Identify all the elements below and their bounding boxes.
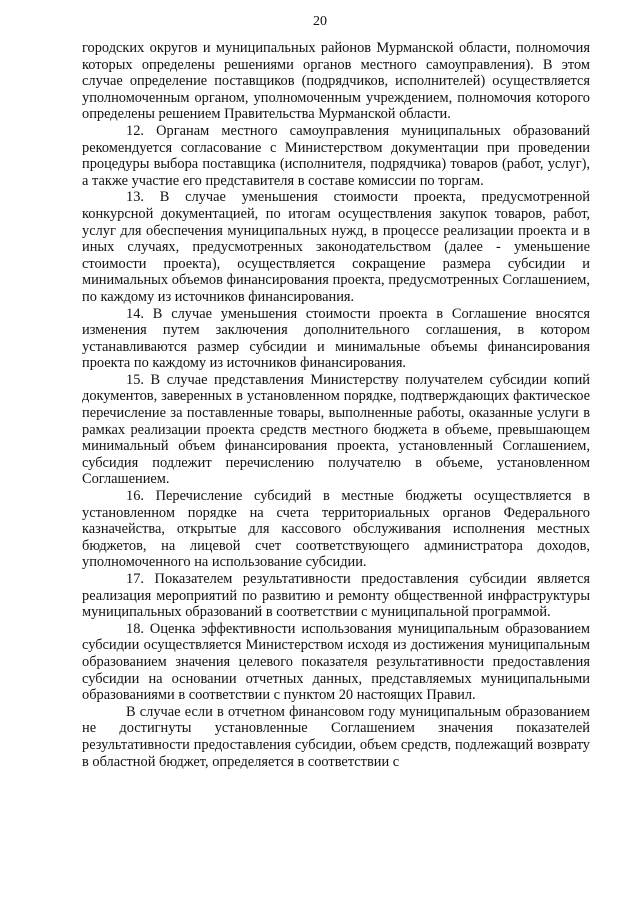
paragraph-13: 13. В случае уменьшения стоимости проекта, предусмотренной конкурсной документацией, по итогам осуществления закупок товаров, работ, услуг для обеспечения муниципальных нужд, в процессе реализации проекта и в иных случаях, предусмотренных законодательством (далее - уменьшение стоимости проекта), осуществляется сокращение размера субсидии и минимальных объемов финансирования проекта, предусмотренных Соглашением, по каждому из источников финансирования.: [82, 189, 590, 305]
page-number: 20: [313, 14, 327, 29]
paragraph-12: 12. Органам местного самоуправления муниципальных образований рекомендуется согласование с Министерством документации при проведении процедуры выбора поставщика (исполнителя, подрядчика) товаров (работ, услуг), а также участие его представителя в составе комиссии по торгам.: [82, 122, 590, 189]
document-body: [82, 40, 590, 770]
paragraph-17: 17. Показателем результативности предоставления субсидии является реализация мероприятий по развитию и ремонту общественной инфраструктуры муниципальных образований в соответствии с муниципальной программой.: [82, 571, 590, 621]
paragraph-continuation: городских округов и муниципальных районов Мурманской области, полномочия которых определены решениями органов местного самоуправления). В этом случае определение поставщиков (подрядчиков, исполнителей) осуществляется уполномоченным органом, уполномоченным учреждением, полномочия которого определены решением Правительства Мурманской области.: [82, 40, 590, 123]
paragraph-18: 18. Оценка эффективности использования муниципальным образованием субсидии осуществляется Министерством исходя из достижения муниципальным образованием значения целевого показателя результативности предоставления субсидии на основании отчетных данных, представляемых муниципальными образованиями в соответствии с пунктом 20 настоящих Правил.: [82, 620, 590, 704]
paragraph-14: 14. В случае уменьшения стоимости проекта в Соглашение вносятся изменения путем заключения дополнительного соглашения, в котором устанавливаются размер субсидии и минимальные объемы финансирования проекта по каждому из источников финансирования.: [82, 305, 590, 372]
paragraph-16: 16. Перечисление субсидий в местные бюджеты осуществляется в установленном порядке на счета территориальных органов Федерального казначейства, открытые для кассового обслуживания исполнения местных бюджетов, на лицевой счет соответствующего администратора доходов, уполномоченного на использование субсидии.: [82, 488, 590, 571]
paragraph-15: 15. В случае представления Министерству получателем субсидии копий документов, заверенных в установленном порядке, подтверждающих фактическое перечисление за поставленные товары, выполненные работы, оказанные услуги в рамках реализации проекта средств местного бюджета в объеме, превышающем минимальный объем финансирования проекта, установленный Соглашением, субсидия подлежит перечислению получателю в объеме, установленном Соглашением.: [82, 371, 590, 488]
paragraph-18-continued: В случае если в отчетном финансовом году муниципальным образованием не достигнуты установленные Соглашением значения показателей результативности предоставления субсидии, объем средств, подлежащий возврату в областной бюджет, определяется в соответствии с: [82, 703, 590, 770]
